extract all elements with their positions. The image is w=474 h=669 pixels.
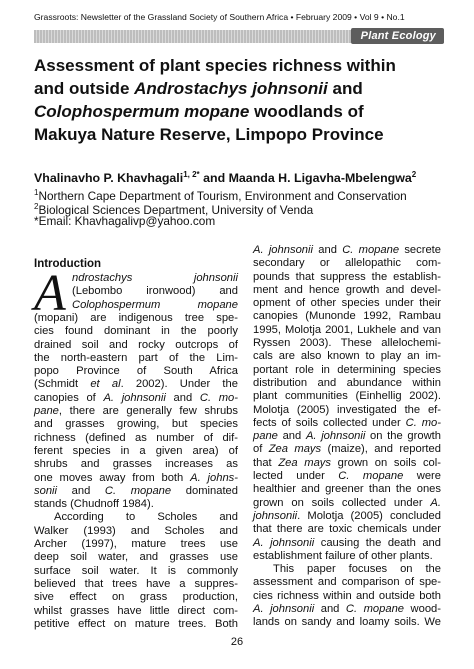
title-line-2b: Androstachys johnsonii bbox=[134, 79, 328, 98]
section-banner bbox=[34, 30, 444, 43]
right-line: secondary or allelopathic com- bbox=[253, 257, 441, 270]
right-text: were bbox=[403, 470, 441, 483]
right-line bbox=[253, 244, 441, 257]
title-line-3a: Colophospermum mopane bbox=[34, 102, 250, 121]
right-text: Zea mays bbox=[268, 443, 322, 456]
right-line: This paper focuses on the bbox=[273, 563, 441, 576]
right-text: that bbox=[253, 456, 279, 469]
left-text: (Schmidt bbox=[34, 378, 91, 391]
left-text: dominated bbox=[171, 484, 238, 497]
right-line: plant communities (Einhellig 2002). bbox=[253, 390, 441, 403]
section-label: Plant Ecology bbox=[351, 28, 444, 44]
right-line: Molotja (2005) investigated the ef- bbox=[253, 403, 441, 416]
right-line bbox=[253, 417, 441, 430]
left-text: Colophospermum mopane bbox=[72, 298, 238, 311]
left-line: believed that trees have a suppres- bbox=[34, 577, 238, 590]
left-text: pane bbox=[34, 405, 59, 418]
left-line: richness (defined as number of dif- bbox=[34, 431, 238, 444]
left-line: According to Scholes and bbox=[54, 511, 238, 524]
right-text: fects of soils collected under bbox=[253, 416, 406, 429]
left-line: ferent species in a given area) of bbox=[34, 444, 238, 457]
left-text: , there are generally few shrubs bbox=[58, 405, 238, 418]
left-line: sive effect on grass production, bbox=[34, 591, 238, 604]
author-list bbox=[34, 170, 444, 185]
right-line: assessment and comparison of spe- bbox=[253, 576, 441, 589]
left-line: and grasses growing, but species bbox=[34, 418, 238, 431]
left-text: A. johns- bbox=[190, 471, 238, 484]
left-line: Walker (1993) and Scholes and bbox=[34, 524, 238, 537]
author-1: Vhalinavho P. Khavhagali bbox=[34, 171, 184, 186]
left-line: (mopani) are indigenous tree spe- bbox=[34, 312, 238, 324]
right-line: distribution and abundance within bbox=[253, 376, 441, 389]
right-line bbox=[253, 443, 441, 456]
drop-cap: A bbox=[34, 265, 66, 322]
title-line-2c: and bbox=[327, 79, 363, 98]
right-line: opment of other species under their bbox=[253, 297, 441, 310]
author-1-sup: 1, 2* bbox=[183, 170, 200, 179]
right-text: and bbox=[314, 603, 346, 616]
left-text: . 2002). Under the bbox=[120, 378, 238, 391]
right-line bbox=[253, 430, 441, 443]
right-line: canopies (Munonde 1992, Rambau bbox=[253, 310, 441, 323]
right-column bbox=[253, 244, 441, 630]
left-line: stands (Chudnoff 1984). bbox=[34, 498, 154, 511]
left-line: whilst grasses have little direct com- bbox=[34, 604, 238, 617]
right-line: cies richness within and outside both bbox=[253, 589, 441, 602]
left-line: surface soil water. It is commonly bbox=[34, 564, 238, 577]
right-text: A. bbox=[430, 496, 441, 509]
right-text: johnsonii bbox=[253, 509, 298, 522]
right-text: A. johnsonii bbox=[305, 430, 366, 443]
title-line-4: Makuya Nature Reserve, Limpopo Province bbox=[34, 125, 384, 144]
right-text: pane bbox=[253, 430, 278, 443]
right-text: C. mopane bbox=[338, 470, 404, 483]
left-line: drained soil and rocky outcrops of bbox=[34, 338, 238, 351]
left-line: the north-eastern part of the Lim- bbox=[34, 351, 238, 364]
right-line bbox=[253, 457, 441, 470]
right-text: A. johnsonii bbox=[253, 536, 315, 549]
left-column bbox=[34, 312, 238, 631]
left-text: ndrostachys johnsonii bbox=[72, 272, 238, 284]
right-text: causing the death and bbox=[314, 536, 441, 549]
left-line: popo Province of South Africa bbox=[34, 365, 238, 378]
left-line bbox=[34, 405, 238, 418]
left-text: C. mopane bbox=[104, 484, 172, 497]
right-text: A. johnsonii bbox=[253, 603, 315, 616]
right-line: 1995, Molotja 2001, Lukhele and van bbox=[253, 323, 441, 336]
left-line: petitive effect on mature trees. Both bbox=[34, 617, 238, 630]
article-title bbox=[34, 54, 444, 146]
left-column-dropcap-block bbox=[72, 272, 238, 312]
right-text: Zea mays bbox=[278, 456, 331, 469]
left-line: cies found dominant in the poorly bbox=[34, 325, 238, 338]
left-line bbox=[34, 472, 238, 485]
right-line: establishment failure of other plants. bbox=[253, 549, 433, 562]
right-text: (maize), and reported bbox=[321, 443, 441, 456]
right-line: portant role in determining species bbox=[253, 363, 441, 376]
affiliation-1-sup: 1 bbox=[34, 188, 39, 197]
right-line: cals are also known to play an im- bbox=[253, 350, 441, 363]
left-line bbox=[34, 485, 238, 498]
left-line: Archer (1997), mature trees use bbox=[34, 538, 238, 551]
right-line: lands on sandy and loamy soils. We bbox=[253, 616, 441, 629]
right-text: and bbox=[313, 244, 343, 256]
right-line bbox=[253, 497, 441, 510]
left-text: A. johnsonii bbox=[103, 391, 166, 404]
left-text: canopies of bbox=[34, 391, 104, 404]
right-line: ment and hence growth and devel- bbox=[253, 283, 441, 296]
right-text: secrete bbox=[399, 244, 442, 256]
right-text: A. johnsonii bbox=[253, 244, 313, 256]
left-text: and bbox=[165, 391, 200, 404]
page-number: 26 bbox=[230, 636, 244, 648]
right-line: that there are toxic chemicals under bbox=[253, 523, 441, 536]
right-line bbox=[253, 603, 441, 616]
affiliation-1-text: Northern Cape Department of Tourism, Environment and Conservation bbox=[38, 188, 407, 203]
author-2: Maanda H. Ligavha-Mbelengwa bbox=[228, 171, 412, 186]
right-text: C. mo- bbox=[405, 416, 441, 429]
right-text: grown on soils col- bbox=[331, 456, 441, 469]
right-line: healthier and greener than the ones bbox=[253, 483, 441, 496]
left-line: shrubs and grasses increases as bbox=[34, 458, 238, 471]
left-text: sonii bbox=[34, 484, 58, 497]
right-line: Ryssen 2003). These allelochemi- bbox=[253, 337, 441, 350]
left-text: C. mo- bbox=[199, 391, 238, 404]
title-line-1: Assessment of plant species richness within bbox=[34, 56, 396, 75]
left-line: deep soil water, and grasses use bbox=[34, 551, 238, 564]
running-head: Grassroots: Newsletter of the Grassland Society of Southern Africa • February 2009 • Vol 9 • No.1 bbox=[34, 12, 405, 22]
title-line-3b: woodlands of bbox=[249, 102, 364, 121]
left-text: one moves away from both bbox=[34, 471, 191, 484]
right-text: grown on soils collected under bbox=[253, 496, 431, 509]
left-line: (Lebombo ironwood) and bbox=[72, 285, 238, 298]
right-text: . Molotja (2005) concluded bbox=[297, 509, 441, 522]
left-line bbox=[72, 299, 238, 312]
left-line bbox=[72, 272, 238, 285]
right-line bbox=[253, 470, 441, 483]
right-line: pounds that suppress the establish- bbox=[253, 270, 441, 283]
left-text: et al bbox=[90, 378, 121, 391]
left-line bbox=[34, 392, 238, 405]
right-text: lected under bbox=[253, 470, 339, 483]
title-line-2a: and outside bbox=[34, 79, 135, 98]
affiliation-2-sup: 2 bbox=[34, 202, 39, 211]
right-text: on the growth bbox=[365, 430, 441, 443]
right-line bbox=[253, 510, 441, 523]
author-and: and bbox=[199, 171, 229, 186]
right-text: C. mopane bbox=[342, 244, 400, 256]
author-2-sup: 2 bbox=[411, 170, 417, 179]
left-text: and bbox=[57, 484, 105, 497]
introduction-heading: Introduction bbox=[34, 258, 102, 270]
left-line bbox=[34, 378, 238, 391]
affiliation-2-text: Biological Sciences Department, University of Venda bbox=[38, 202, 314, 217]
right-text: C. mopane bbox=[345, 603, 405, 616]
author-email: *Email: Khavhagalivp@yahoo.com bbox=[34, 214, 216, 228]
right-line bbox=[253, 537, 441, 550]
right-text: of bbox=[253, 443, 269, 456]
right-text: and bbox=[277, 430, 306, 443]
right-text: wood- bbox=[404, 603, 441, 616]
